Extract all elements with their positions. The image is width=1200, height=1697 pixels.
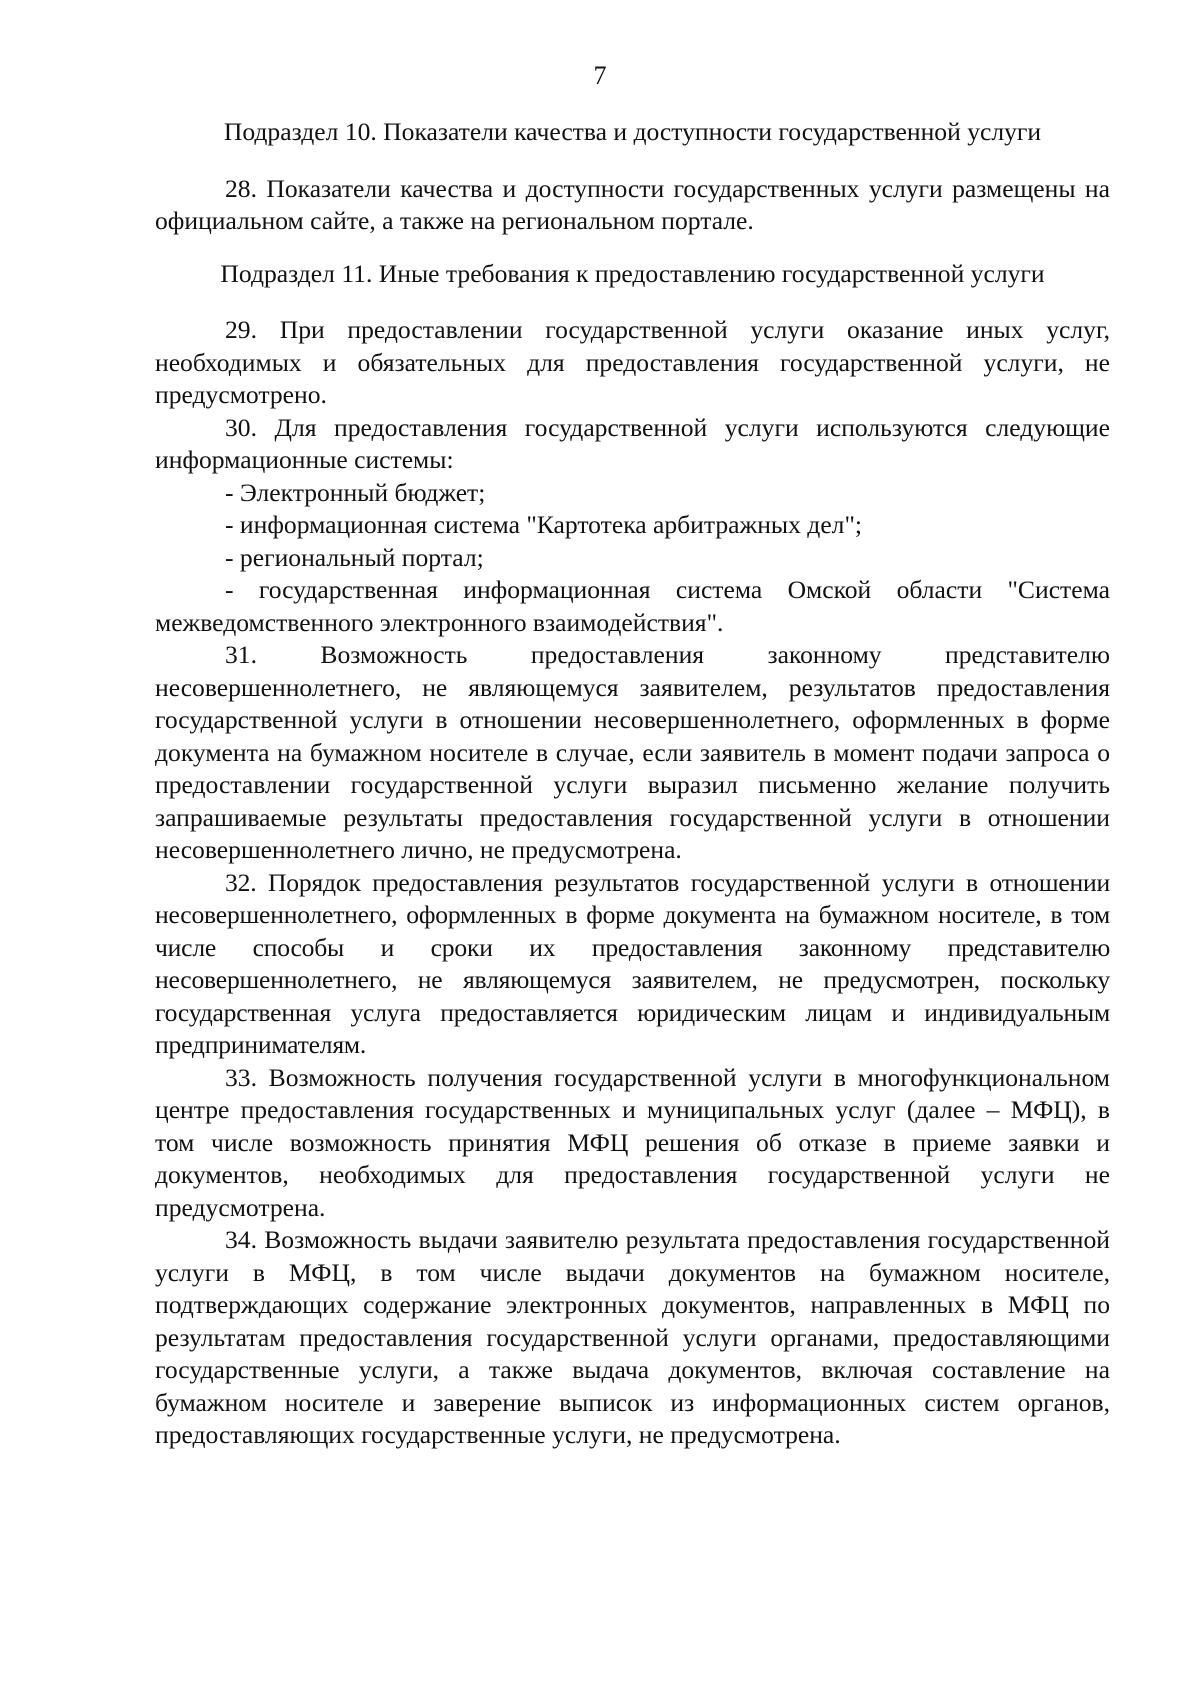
paragraph-34: 34. Возможность выдачи заявителю результата предоставления государственной услуги в МФЦ, в том числе выдачи документов на бумажном носителе, подтверждающих содержание электронных документов, направленных в МФЦ по результатам предоставления государственной услуги органами, предоставляющими государственные услуги, а также выдача документов, включая составление на бумажном носителе и заверение выписок из информационных систем органов, предоставляющих государственные услуги, не предусмотрена. <box>155 1225 1110 1449</box>
document-body <box>155 116 1110 1452</box>
system-list-item-4: - государственная информационная система Омской области "Система межведомственного электронного взаимодействия". <box>155 575 1110 637</box>
paragraph-29: 29. При предоставлении государственной услуги оказание иных услуг, необходимых и обязательных для предоставления государственной услуги, не предусмотрено. <box>155 315 1110 409</box>
paragraph-32: 32. Порядок предоставления результатов государственной услуги в отношении несовершеннолетнего, оформленных в форме документа на бумажном носителе, в том числе способы и сроки их предоставления законному представителю несовершеннолетнего, не являющемуся заявителем, не предусмотрен, поскольку государственная услуга предоставляется юридическим лицам и индивидуальным предпринимателям. <box>155 867 1110 1059</box>
system-list-item-3: - региональный портал; <box>225 542 484 572</box>
page-number: 7 <box>593 61 607 90</box>
system-list-item-2: - информационная система "Картотека арбитражных дел"; <box>225 510 863 539</box>
paragraph-30: 30. Для предоставления государственной услуги используются следующие информационные системы: <box>155 412 1110 474</box>
section-10-heading: Подраздел 10. Показатели качества и доступности государственной услуги <box>223 117 1042 146</box>
section-11-heading: Подраздел 11. Иные требования к предоставлению государственной услуги <box>220 258 1045 288</box>
paragraph-33: 33. Возможность получения государственной услуги в многофункциональном центре предоставления государственных и муниципальных услуг (далее – МФЦ), в том числе возможность принятия МФЦ решения об отказе в приеме заявки и документов, необходимых для предоставления государственной услуги не предусмотрена. <box>155 1062 1110 1222</box>
system-list-item-1: - Электронный бюджет; <box>225 477 486 507</box>
paragraph-28: 28. Показатели качества и доступности государственных услуги размещены на официальном сайте, а также на региональном портале. <box>155 173 1110 235</box>
paragraph-31: 31. Возможность предоставления законному представителю несовершеннолетнего, не являющемуся заявителем, результатов предоставления государственной услуги в отношении несовершеннолетнего, оформленных в форме документа на бумажном носителе в случае, если заявитель в момент подачи запроса о предоставлении государственной услуги выразил письменно желание получить запрашиваемые результаты предоставления государственной услуги в отношении несовершеннолетнего лично, не предусмотрена. <box>155 640 1110 864</box>
